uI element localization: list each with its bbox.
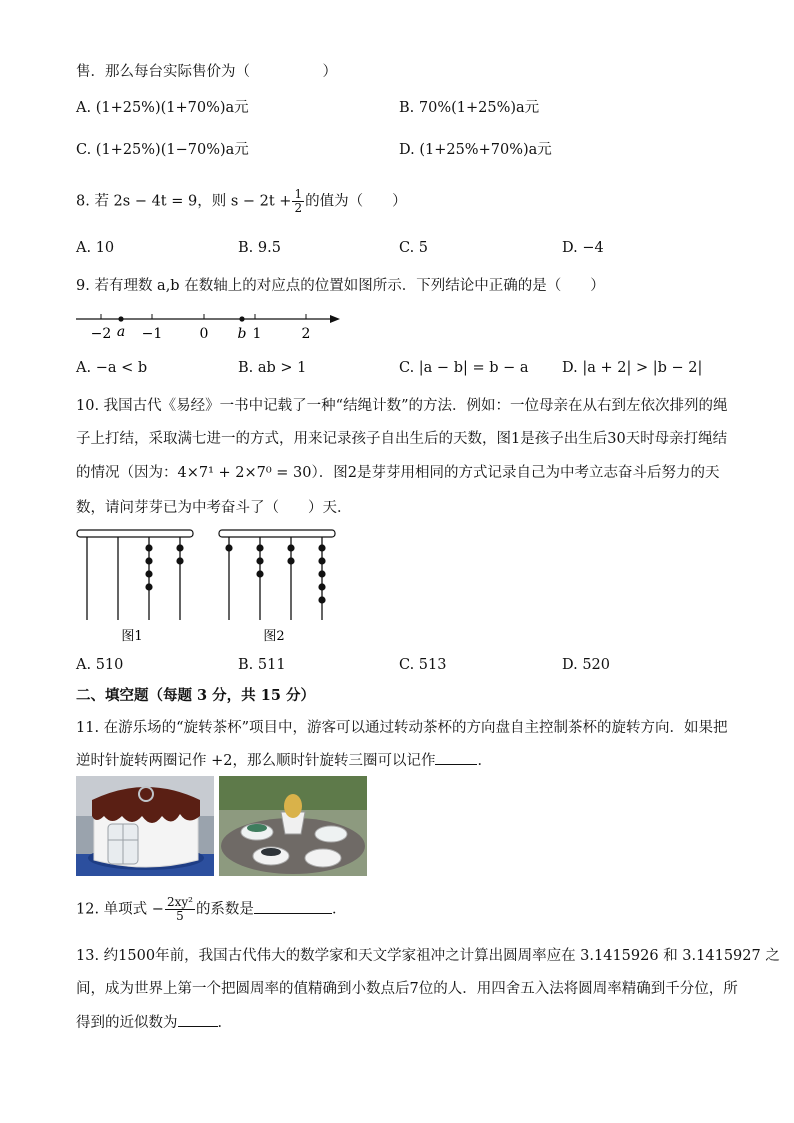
q9-stem: 9. 若有理数 a,b 在数轴上的对应点的位置如图所示．下列结论中正确的是（ ） bbox=[76, 278, 605, 294]
fig1-bar bbox=[77, 530, 193, 537]
q11-stem-line-2: 逆时针旋转两圈记作 +2，那么顺时针旋转三圈可以记作 ． bbox=[76, 750, 492, 771]
q11-answer-blank[interactable] bbox=[435, 750, 477, 765]
number-line-arrow-icon bbox=[330, 315, 340, 323]
label-minus-1: −1 bbox=[141, 326, 163, 342]
q12-stem: 12. 单项式 − $\frac{\text{2xy²}}{5}$ 的系数是 ． bbox=[76, 895, 347, 923]
q9-option-c[interactable]: C. |a − b| = b − a bbox=[399, 360, 529, 376]
fig2-bar bbox=[219, 530, 335, 537]
q8-stem: 8. 若 2s − 4t = 9，则 s − 2t + $\frac{1}{2}$ 的值为（ ） bbox=[76, 187, 407, 215]
q9-option-a[interactable]: A. −a < b bbox=[76, 360, 148, 376]
fig1-knot bbox=[145, 544, 152, 551]
q11-stem-line-1: 11. 在游乐场的“旋转茶杯”项目中，游客可以通过转动茶杯的方向盘自主控制茶杯的旋转方向．如果把 bbox=[76, 720, 728, 736]
fig2-caption: 图2 bbox=[263, 629, 285, 644]
fig2-knot bbox=[318, 570, 325, 577]
fig1-knot bbox=[145, 583, 152, 590]
point-a bbox=[118, 316, 123, 321]
q10-option-b[interactable]: B. 511 bbox=[238, 657, 286, 673]
teacup-ride-photo-2 bbox=[219, 776, 367, 876]
q8-option-b[interactable]: B. 9.5 bbox=[238, 240, 281, 256]
fig1-knot bbox=[145, 570, 152, 577]
section-2-heading: 二、填空题（每题 3 分，共 15 分） bbox=[76, 687, 315, 704]
fig1-knot bbox=[176, 557, 183, 564]
q8-option-d[interactable]: D. −4 bbox=[562, 240, 604, 256]
q10-option-d[interactable]: D. 520 bbox=[562, 657, 611, 673]
q10-option-c[interactable]: C. 513 bbox=[399, 657, 447, 673]
fig1-knot bbox=[145, 557, 152, 564]
fig1-knot bbox=[176, 544, 183, 551]
label-2: 2 bbox=[301, 326, 311, 342]
point-b bbox=[239, 316, 244, 321]
fig2-knot bbox=[225, 544, 232, 551]
q7-option-c[interactable]: C. (1+25%)(1−70%)a元 bbox=[76, 142, 249, 158]
fig2-knot bbox=[287, 544, 294, 551]
fig2-knot bbox=[256, 570, 263, 577]
fig2-knot bbox=[318, 544, 325, 551]
q12-fraction: $\frac{\text{2xy²}}{5}$ bbox=[166, 895, 193, 923]
q10-option-a[interactable]: A. 510 bbox=[76, 657, 124, 673]
label-b: b bbox=[237, 326, 247, 342]
q10-stem-line-3: 的情况（因为：4×7¹ + 2×7⁰ = 30）．图2是芽芽用相同的方式记录自己为中考立志奋斗后努力的天 bbox=[76, 465, 720, 481]
label-a: a bbox=[116, 324, 126, 340]
q7-stem-tail: 售．那么每台实际售价为（ ） bbox=[76, 64, 337, 80]
fig2-knot bbox=[287, 557, 294, 564]
q9-option-d[interactable]: D. |a + 2| > |b − 2| bbox=[562, 360, 703, 376]
q7-option-b[interactable]: B. 70%(1+25%)a元 bbox=[399, 100, 540, 116]
fig2-knot bbox=[256, 557, 263, 564]
fig2-knot bbox=[318, 557, 325, 564]
number-line bbox=[70, 308, 350, 344]
label-0: 0 bbox=[199, 326, 209, 342]
q10-stem-line-4: 数，请问芽芽已为中考奋斗了（ ）天． bbox=[76, 500, 352, 516]
q7-option-d[interactable]: D. (1+25%+70%)a元 bbox=[399, 142, 552, 158]
q13-answer-blank[interactable] bbox=[178, 1012, 218, 1027]
fig1-caption: 图1 bbox=[121, 629, 143, 644]
q13-stem-line-2: 间，成为世界上第一个把圆周率的值精确到小数点后7位的人．用四舍五入法将圆周率精确到千分位，所 bbox=[76, 981, 738, 997]
q9-option-b[interactable]: B. ab > 1 bbox=[238, 360, 307, 376]
fig2-knot bbox=[318, 583, 325, 590]
q10-stem-line-1: 10. 我国古代《易经》一书中记载了一种“结绳计数”的方法．例如：一位母亲在从右到左依次排列的绳 bbox=[76, 398, 728, 414]
q8-fraction: $\frac{1}{2}$ bbox=[294, 187, 303, 215]
q13-stem-line-3: 得到的近似数为 ． bbox=[76, 1012, 232, 1033]
fig2-knot bbox=[256, 544, 263, 551]
teacup-ride-photo-1 bbox=[76, 776, 214, 876]
q7-option-a[interactable]: A. (1+25%)(1+70%)a元 bbox=[76, 100, 249, 116]
figure-2-knots bbox=[216, 526, 340, 646]
q13-stem-line-1: 13. 约1500年前，我国古代伟大的数学家和天文学家祖冲之计算出圆周率应在 3.1415926 和 3.1415927 之 bbox=[76, 948, 780, 964]
fig2-knot bbox=[318, 596, 325, 603]
label-1: 1 bbox=[252, 326, 262, 342]
q8-option-a[interactable]: A. 10 bbox=[76, 240, 115, 256]
q12-answer-blank[interactable] bbox=[254, 899, 332, 914]
label-minus-2: −2 bbox=[90, 326, 112, 342]
q8-option-c[interactable]: C. 5 bbox=[399, 240, 429, 256]
figure-1-knots bbox=[74, 526, 198, 646]
q10-stem-line-2: 子上打结，采取满七进一的方式，用来记录孩子自出生后的天数，图1是孩子出生后30天时母亲打绳结 bbox=[76, 431, 728, 447]
